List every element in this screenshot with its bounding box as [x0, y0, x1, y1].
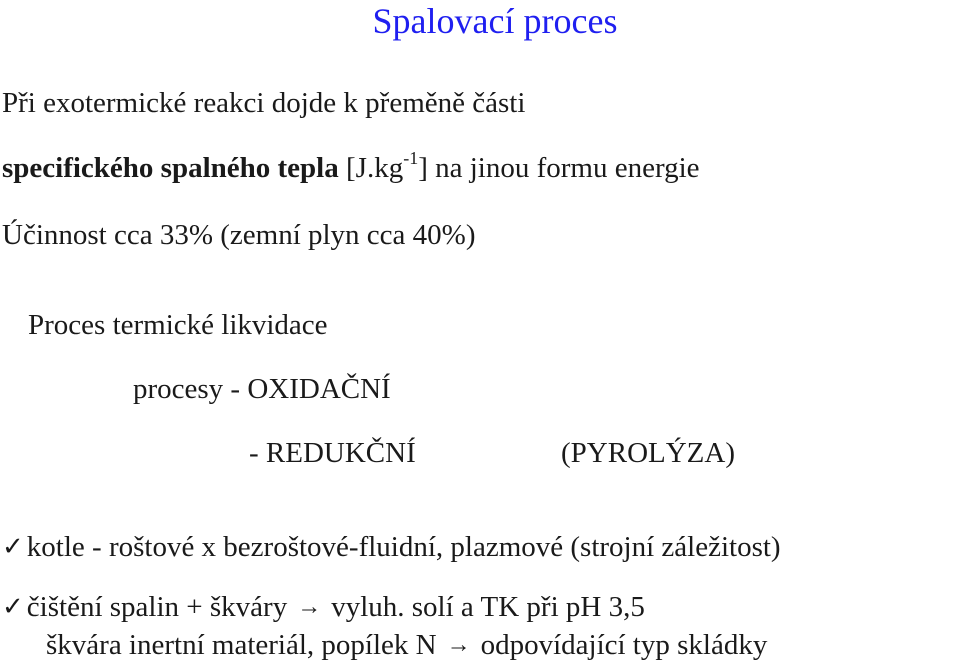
process-heading: Proces termické likvidace: [28, 309, 328, 341]
arrow-right-icon: →: [297, 594, 322, 620]
intro-line-2: [2, 148, 700, 185]
bullet-item-3-part-1: škvára inertní materiál, popílek N: [46, 629, 437, 661]
bullet-item-3-part-2: odpovídající typ skládky: [480, 629, 768, 661]
bullet-item-2-part-2: vyluh. solí a TK při pH 3,5: [331, 591, 645, 623]
specific-heat-term: specifického spalného tepla: [2, 152, 339, 184]
check-icon: ✓: [2, 532, 24, 561]
unit-prefix: [J.kg: [338, 152, 404, 184]
bullet-item-2: [2, 590, 645, 626]
bullet-item-1-text: kotle - roštové x bezroštové-fluidní, plazmové (strojní záležitost): [26, 531, 781, 563]
slide-title: Spalovací proces: [372, 1, 618, 41]
bullet-item-2-part-1: čištění spalin + škváry: [26, 591, 288, 623]
bullet-item-3: [46, 628, 767, 664]
oxidation-line: procesy - OXIDAČNÍ: [133, 373, 391, 405]
reduction-line: - REDUKČNÍ: [249, 437, 416, 469]
arrow-right-icon: →: [446, 632, 471, 658]
bullet-item-1: [2, 530, 781, 565]
unit-exponent: -1: [403, 148, 419, 169]
intro-line-2-rest: ] na jinou formu energie: [418, 152, 700, 184]
efficiency-line: Účinnost cca 33% (zemní plyn cca 40%): [2, 219, 476, 251]
intro-line-1: Při exotermické reakci dojde k přeměně části: [2, 87, 526, 119]
pyrolysis-label: (PYROLÝZA): [561, 437, 735, 469]
check-icon: ✓: [2, 592, 24, 621]
